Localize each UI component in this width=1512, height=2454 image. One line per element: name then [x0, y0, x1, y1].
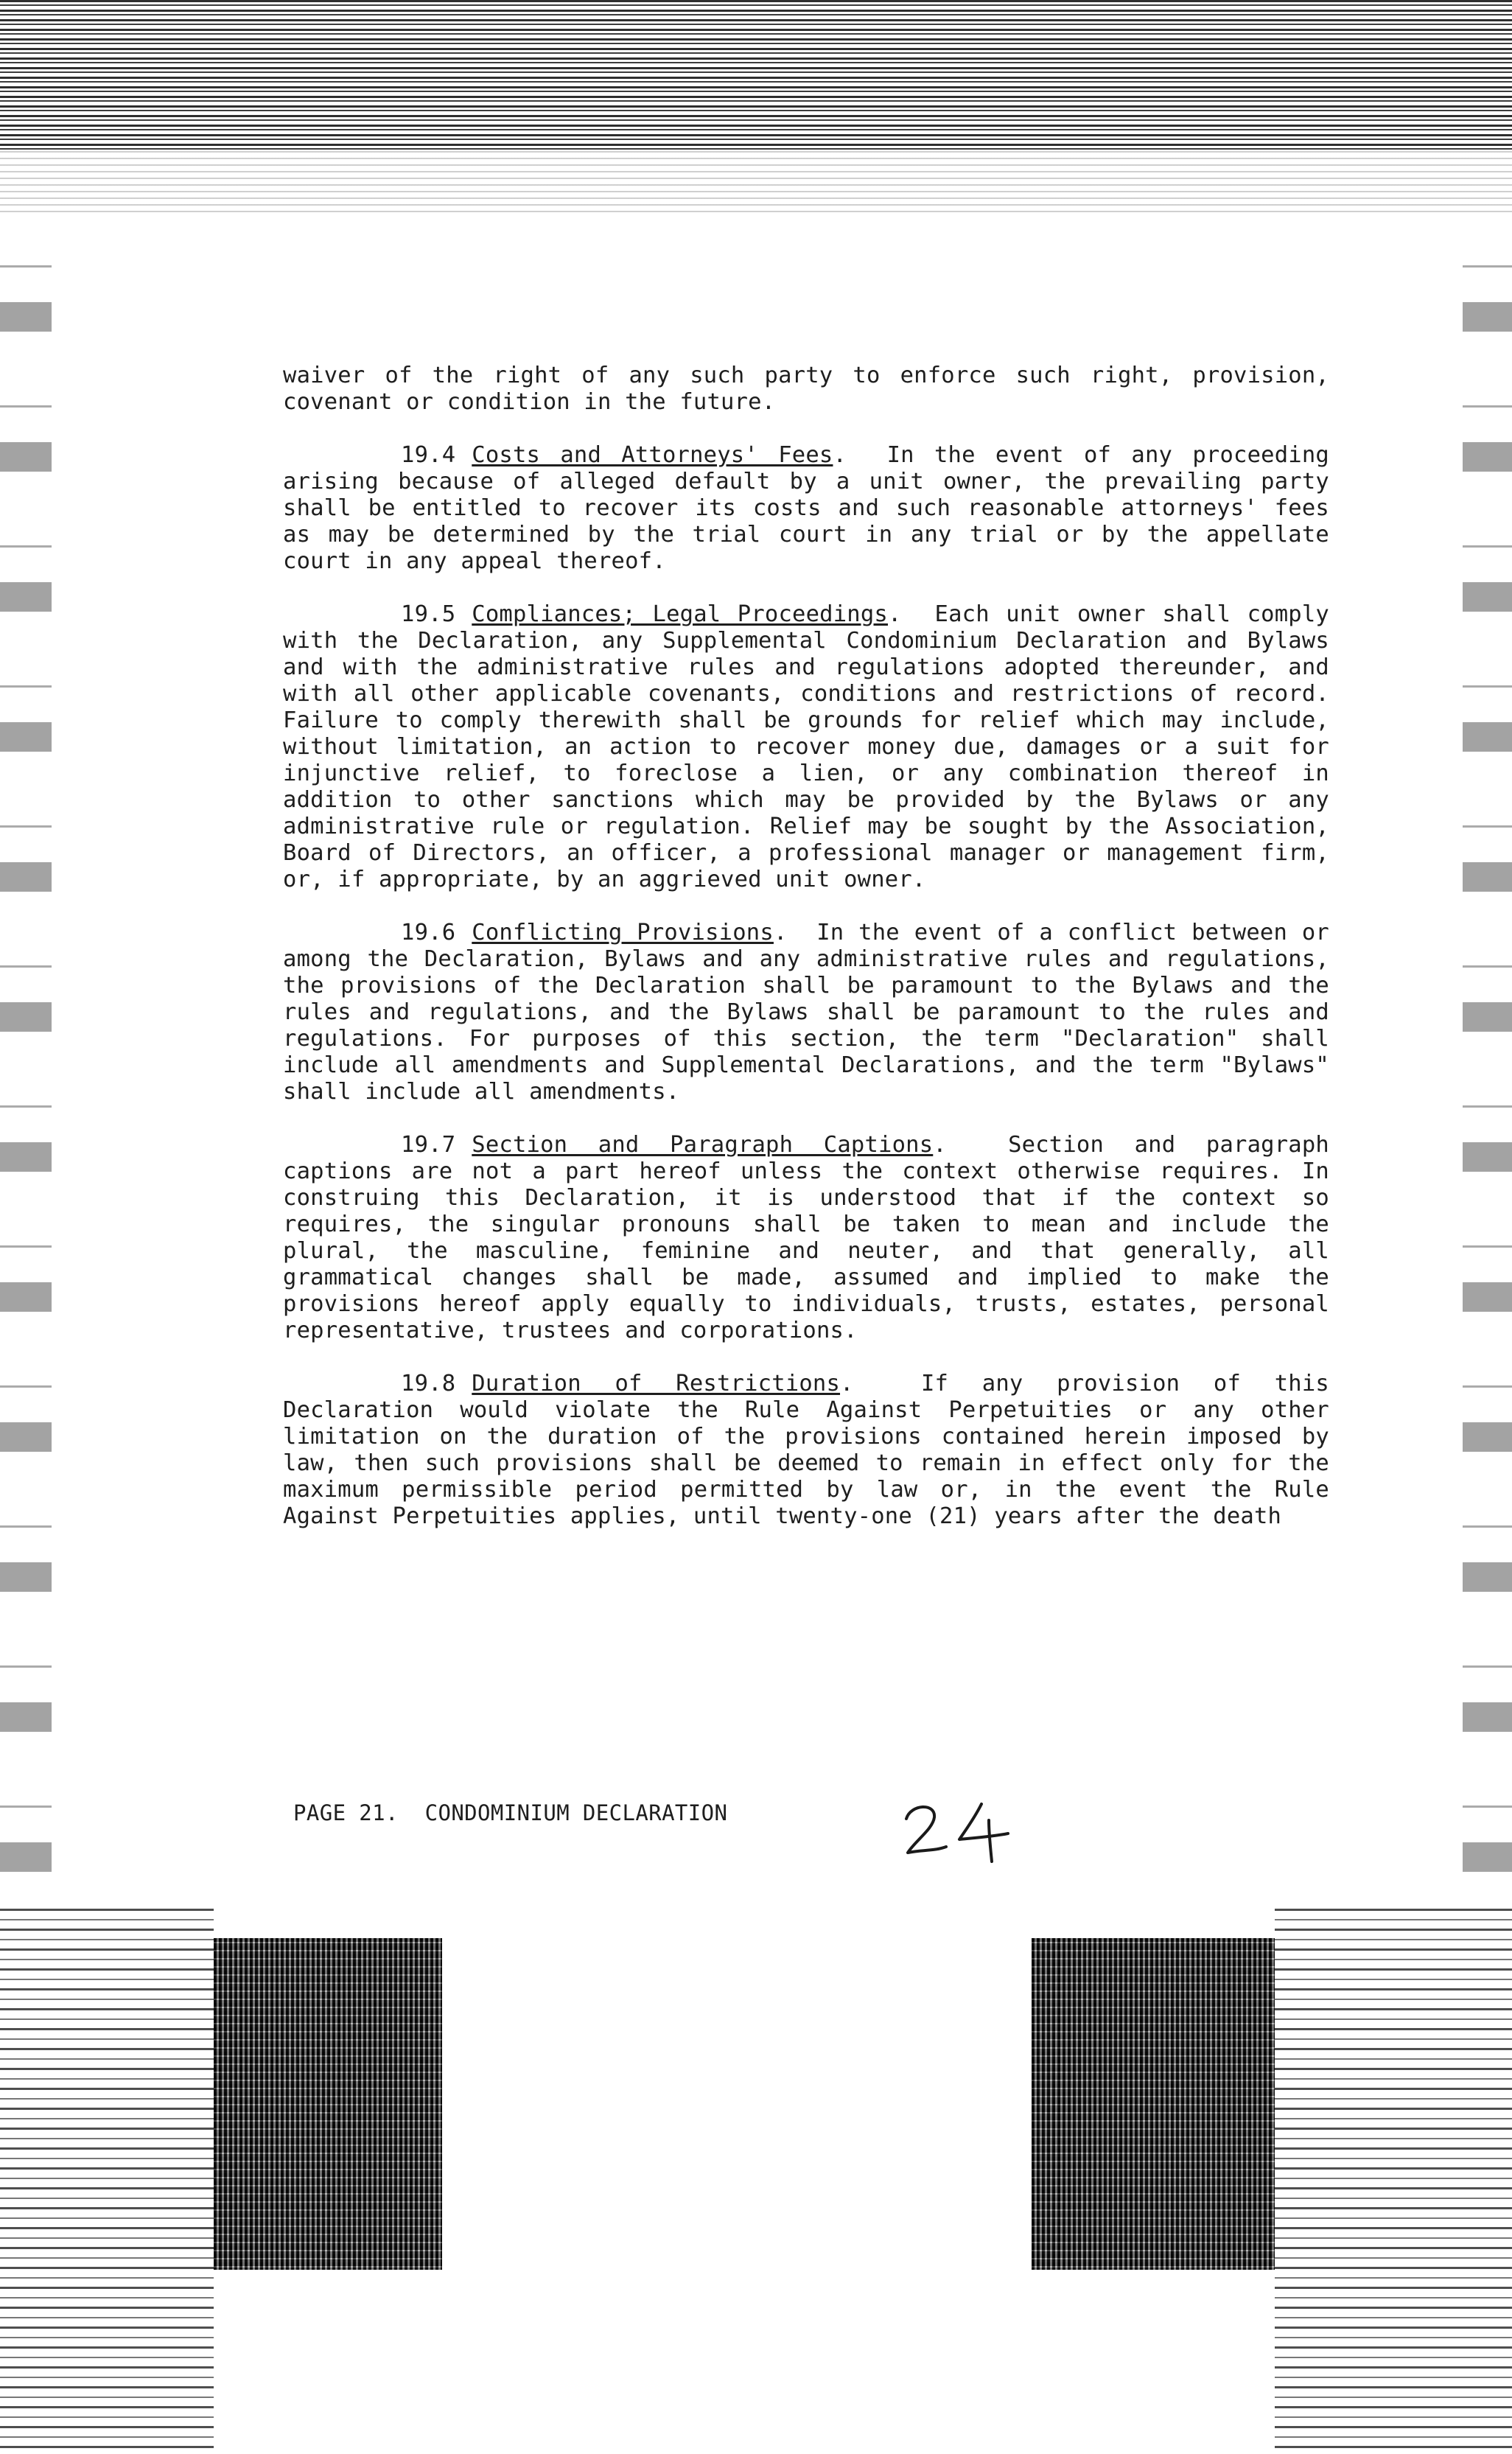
section-19-5: 19.5 Compliances; Legal Proceedings. Each unit owner shall comply with the Declaration, any Supplemental Condominium Declaration and Bylaws and with the administrative rules and regulations adopted thereunder, and with all other applicable covenants, conditions and restrictions of record. Failure to comply therewith shall be grounds for relief which may include, without limitation, an action to recover money due, damages or a suit for injunctive relief, to foreclose a lien, or any combination thereof in addition to other sanctions which may be provided by the Bylaws or any administrative rule or regulation. Relief may be sought by the Association, Board of Directors, an officer, a professional manager or management firm, or, if appropriate, by an aggrieved unit owner. — [283, 601, 1329, 892]
scan-noise-block-right — [1032, 1938, 1275, 2270]
section-number: 19.4 — [401, 442, 456, 468]
scan-artifact-top — [0, 0, 1512, 151]
section-title: Section and Paragraph Captions — [472, 1132, 934, 1158]
section-19-6: 19.6 Conflicting Provisions. In the event of a conflict between or among the Declaration, Bylaws and any administrative rules and regulations, the provisions of the Declaration shall be paramount to the Bylaws and the rules and regulations, and the Bylaws shall be paramount to the rules and regulations. For purposes of this section, the term "Declaration" shall include all amendments and Supplemental Declarations, and the term "Bylaws" shall include all amendments. — [283, 920, 1329, 1105]
scan-artifact-bottom-right — [1275, 1909, 1512, 2454]
section-number: 19.7 — [401, 1132, 456, 1158]
scan-artifact-left-margin — [0, 221, 52, 1916]
page-footer-label: PAGE 21. CONDOMINIUM DECLARATION — [293, 1800, 728, 1825]
handwritten-page-number — [900, 1798, 1018, 1864]
section-body: Section and paragraph captions are not a part hereof unless the context otherwise requires. In construing this Declaration, it is understood that if the context so requires, the singular pronouns shall be taken to mean and include the plural, the masculine, feminine and neuter, and that generally, all grammatical changes shall be made, assumed and implied to make the provisions hereof apply equally to individuals, trusts, estates, personal representative, trustees and corporations. — [283, 1132, 1329, 1343]
section-title: Compliances; Legal Proceedings — [472, 601, 888, 627]
document-body — [283, 363, 1329, 1556]
scan-noise-block-left — [214, 1938, 442, 2270]
section-body: In the event of a conflict between or among the Declaration, Bylaws and any administrative rules and regulations, the provisions of the Declaration shall be paramount to the Bylaws and the rules and regulations, and the Bylaws shall be paramount to the rules and regulations. For purposes of this section, the term "Declaration" shall include all amendments and Supplemental Declarations, and the term "Bylaws" shall include all amendments. — [283, 920, 1329, 1105]
scan-artifact-right-margin — [1463, 221, 1512, 1916]
section-number: 19.8 — [401, 1371, 456, 1396]
scan-artifact-top-faint — [0, 151, 1512, 217]
section-body: If any provision of this Declaration would violate the Rule Against Perpetuities or any other limitation on the duration of the provisions contained herein imposed by law, then such provisions shall be deemed to remain in effect only for the maximum permissible period permitted by law or, in the event the Rule Against Perpetuities applies, until twenty-one (21) years after the death — [283, 1371, 1329, 1529]
section-body: In the event of any proceeding arising because of alleged default by a unit owner, the prevailing party shall be entitled to recover its costs and such reasonable attorneys' fees as may be determined by the trial court in any trial or by the appellate court in any appeal thereof. — [283, 442, 1329, 574]
intro-paragraph — [283, 363, 1329, 416]
section-title: Costs and Attorneys' Fees — [472, 442, 833, 468]
section-19-4: 19.4 Costs and Attorneys' Fees. In the event of any proceeding arising because of alleged default by a unit owner, the prevailing party shall be entitled to recover its costs and such reasonable attorneys' fees as may be determined by the trial court in any trial or by the appellate court in any appeal thereof. — [283, 442, 1329, 574]
section-title: Duration of Restrictions — [472, 1371, 841, 1396]
section-19-8: 19.8 Duration of Restrictions. If any provision of this Declaration would violate the Rule Against Perpetuities or any other limitation on the duration of the provisions contained herein imposed by law, then such provisions shall be deemed to remain in effect only for the maximum permissible period permitted by law or, in the event the Rule Against Perpetuities applies, until twenty-one (21) years after the death — [283, 1371, 1329, 1529]
section-19-7: 19.7 Section and Paragraph Captions. Section and paragraph captions are not a part hereof unless the context otherwise requires. In construing this Declaration, it is understood that if the context so requires, the singular pronouns shall be taken to mean and include the plural, the masculine, feminine and neuter, and that generally, all grammatical changes shall be made, assumed and implied to make the provisions hereof apply equally to individuals, trusts, estates, personal representative, trustees and corporations. — [283, 1132, 1329, 1343]
intro-text: waiver of the right of any such party to enforce such right, provision, covenant or condition in the future. — [283, 363, 1329, 415]
section-number: 19.6 — [401, 920, 456, 945]
section-body: Each unit owner shall comply with the Declaration, any Supplemental Condominium Declaration and Bylaws and with the administrative rules and regulations adopted thereunder, and with all other applicable covenants, conditions and restrictions of record. Failure to comply therewith shall be grounds for relief which may include, without limitation, an action to recover money due, damages or a suit for injunctive relief, to foreclose a lien, or any combination thereof in addition to other sanctions which may be provided by the Bylaws or any administrative rule or regulation. Relief may be sought by the Association, Board of Directors, an officer, a professional manager or management firm, or, if appropriate, by an aggrieved unit owner. — [283, 601, 1329, 892]
section-number: 19.5 — [401, 601, 456, 627]
section-title: Conflicting Provisions — [472, 920, 774, 945]
scan-artifact-bottom-left — [0, 1909, 214, 2454]
